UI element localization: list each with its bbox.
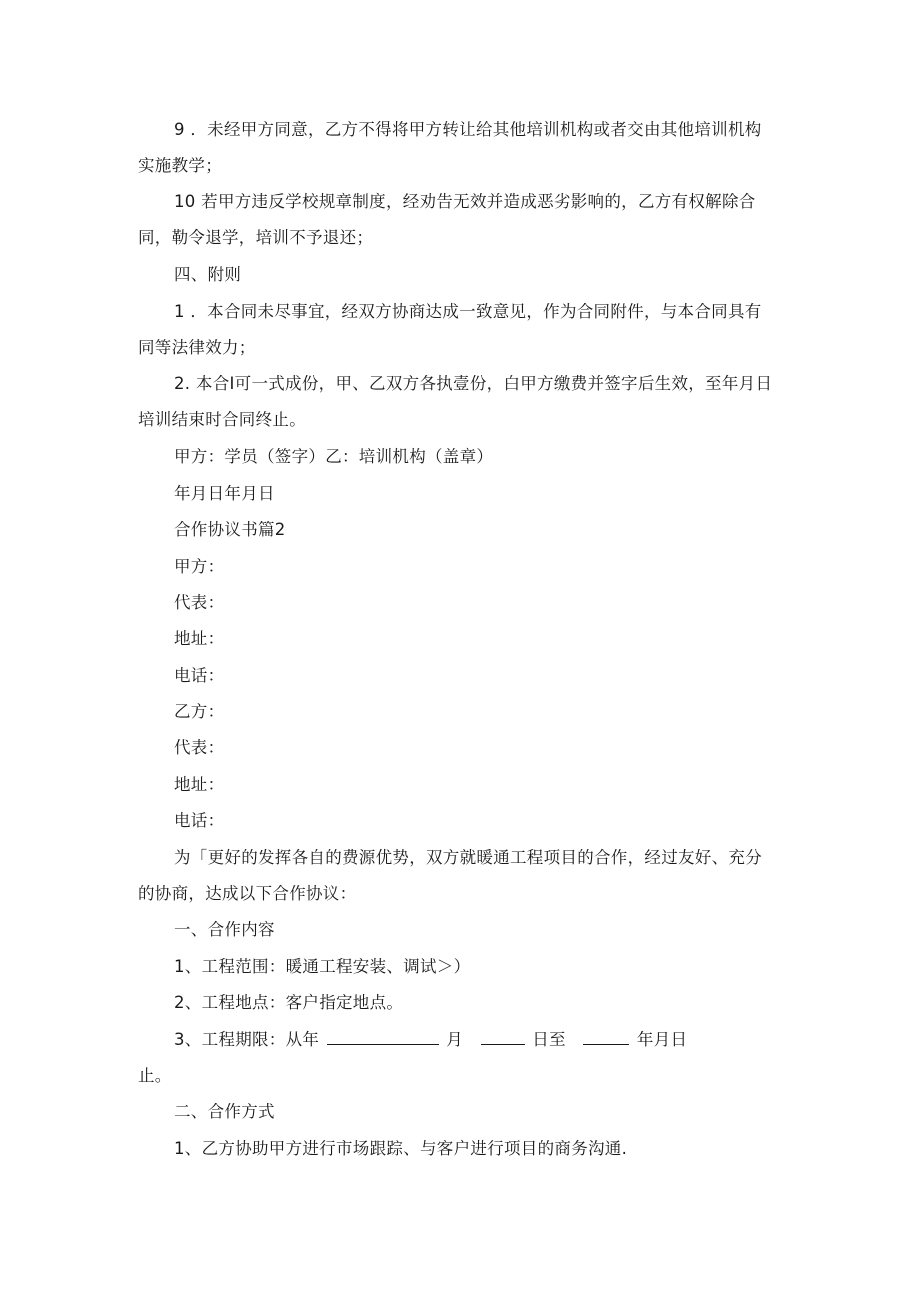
appendix-1-line-1: 1 ．本合同未尽事宜，经双方协商达成一致意见，作为合同附件，与本合同具有 <box>174 302 762 321</box>
period-line-end: 止。 <box>138 1066 172 1085</box>
clause-9-line-1: 9 ．未经甲方同意，乙方不得将甲方转让给其他培训机构或者交由其他培训机构 <box>174 120 762 139</box>
preamble-line-2: 的协商，达成以下合作协议： <box>138 884 357 903</box>
party-a-representative-label: 代表： <box>174 593 225 612</box>
party-a-label: 甲方： <box>174 557 225 576</box>
section-heading-appendix: 四、附则 <box>174 265 242 284</box>
period-suffix: 年月日 <box>636 1030 688 1049</box>
party-a-address-label: 地址： <box>174 629 225 648</box>
year-blank[interactable] <box>327 1029 439 1045</box>
appendix-2-line-2: 培训结束时合同终止。 <box>138 410 306 429</box>
party-a-phone-label: 电话： <box>174 666 225 685</box>
period-month: 月 <box>446 1030 464 1049</box>
party-b-address-label: 地址： <box>174 775 225 794</box>
party-b-phone-label: 电话： <box>174 811 225 830</box>
day-blank[interactable] <box>481 1029 525 1045</box>
period-line <box>174 1029 687 1050</box>
section-heading-cooperation-mode: 二、合作方式 <box>174 1102 275 1121</box>
date-line: 年月日年月日 <box>174 484 275 503</box>
agreement-title: 合作协议书篇2 <box>174 520 286 539</box>
clause-10-line-2: 同，勒令退学，培训不予退还； <box>138 228 374 247</box>
clause-10-line-1: 10 若甲方违反学校规章制度，经劝告无效并造成恶劣影响的，乙方有权解除合 <box>174 192 756 211</box>
preamble-line-1: 为「更好的发挥各自的费源优势，双方就暖通工程项目的合作，经过友好、充分 <box>174 848 762 867</box>
location-line: 2、工程地点：客户指定地点。 <box>174 993 404 1012</box>
period-prefix: 3、工程期限：从年 <box>174 1030 320 1049</box>
clause-9-line-2: 实施教学； <box>138 156 222 175</box>
section-heading-cooperation-content: 一、合作内容 <box>174 920 275 939</box>
scope-line: 1、工程范围：暖通工程安装、调试＞） <box>174 957 471 976</box>
party-b-representative-label: 代表： <box>174 738 225 757</box>
period-day-to: 日至 <box>532 1030 566 1049</box>
party-b-label: 乙方： <box>174 702 225 721</box>
appendix-1-line-2: 同等法律效力； <box>138 338 256 357</box>
appendix-2-line-1: 2. 本合I可一式成份，甲、乙双方各执壹份，白甲方缴费并签字后生效，至年月日 <box>174 374 773 393</box>
end-year-blank[interactable] <box>583 1029 629 1045</box>
mode-1-line: 1、乙方协助甲方进行市场跟踪、与客户进行项目的商务沟通. <box>174 1139 628 1158</box>
signature-line: 甲方：学员（签字）乙：培训机构（盖章） <box>174 447 494 466</box>
